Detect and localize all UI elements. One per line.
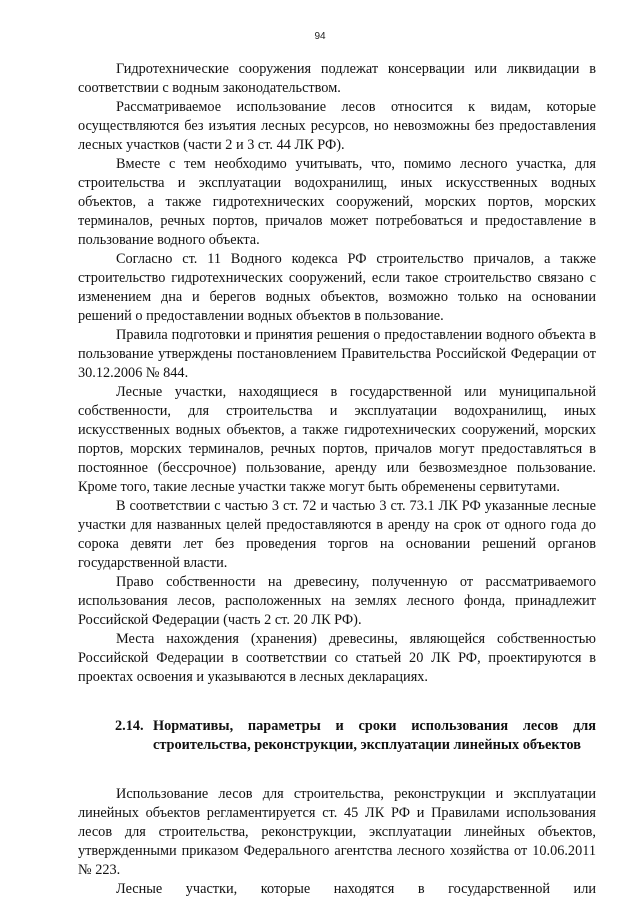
section-number: 2.14. bbox=[115, 718, 144, 734]
paragraph-continued: Лесные участки, которые находятся в государственной или bbox=[116, 881, 596, 897]
paragraph: Гидротехнические сооружения подлежат консервации или ликвидации в соответствии с водным законодательством. bbox=[78, 61, 596, 96]
paragraph: Правила подготовки и принятия решения о предоставлении водного объекта в пользование утверждены постановлением Правительства Российской Федерации от 30.12.2006 № 844. bbox=[78, 327, 596, 381]
section-heading bbox=[78, 717, 596, 755]
paragraph: В соответствии с частью 3 ст. 72 и частью 3 ст. 73.1 ЛК РФ указанные лесные участки для названных целей предоставляются в аренду на срок от одного года до сорока девяти лет без проведения торгов на основании решений органов государственной власти. bbox=[78, 498, 596, 571]
paragraph: Места нахождения (хранения) древесины, являющейся собственностью Российской Федерации в соответствии со статьей 20 ЛК РФ, проектируются в проектах освоения и указываются в лесных декларациях. bbox=[78, 631, 596, 685]
section-title: Нормативы, параметры и сроки использования лесов для строительства, реконструкции, эксплуатации линейных объектов bbox=[153, 718, 596, 753]
paragraph: Рассматриваемое использование лесов относится к видам, которые осуществляются без изъятия лесных ресурсов, но невозможны без предоставления лесных участков (части 2 и 3 ст. 44 ЛК РФ). bbox=[78, 99, 596, 153]
paragraph: Лесные участки, находящиеся в государственной или муниципальной собственности, для строительства и эксплуатации водохранилищ, иных искусственных водных объектов, а также гидротехнических сооружений, морских портов, морских терминалов, речных портов, причалов могут предоставляться в постоянное (бессрочное) пользование, аренду или безвозмездное пользование. Кроме того, такие лесные участки также могут быть обременены сервитутами. bbox=[78, 384, 596, 495]
paragraph: Право собственности на древесину, полученную от рассматриваемого использования лесов, расположенных на землях лесного фонда, принадлежит Российской Федерации (часть 2 ст. 20 ЛК РФ). bbox=[78, 574, 596, 628]
document-body bbox=[78, 60, 596, 899]
paragraph: Использование лесов для строительства, реконструкции и эксплуатации линейных объектов регламентируется ст. 45 ЛК РФ и Правилами использования лесов для строительства, реконструкции, эксплуатации линейных объектов, утвержденными приказом Федерального агентства лесного хозяйства от 10.06.2011 № 223. bbox=[78, 786, 596, 878]
paragraph: Вместе с тем необходимо учитывать, что, помимо лесного участка, для строительства и эксплуатации водохранилищ, иных искусственных водных объектов, а также гидротехнических сооружений, морских портов, морских терминалов, речных портов, причалов может потребоваться и предоставление в пользование водного объекта. bbox=[78, 156, 596, 248]
page-number: 94 bbox=[314, 31, 326, 42]
paragraph: Согласно ст. 11 Водного кодекса РФ строительство причалов, а также строительство гидротехнических сооружений, если такое строительство связано с изменением дна и берегов водных объектов, возможно только на основании решений о предоставлении водных объектов в пользование. bbox=[78, 251, 596, 324]
